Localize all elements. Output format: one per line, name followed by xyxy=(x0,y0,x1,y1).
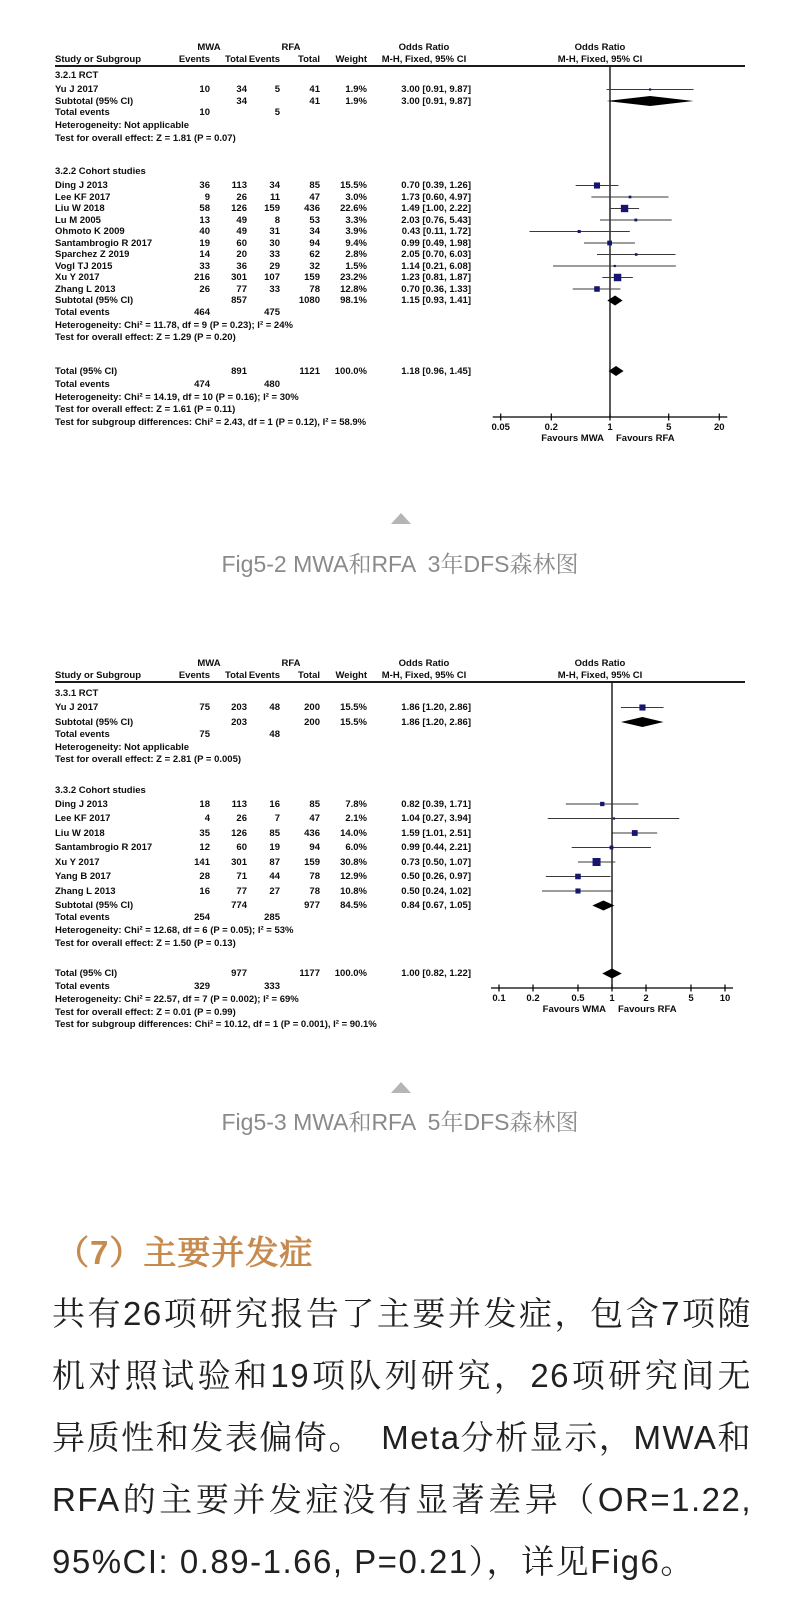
forest-row-note xyxy=(0,392,800,404)
row-t1: 36 xyxy=(236,260,247,272)
row-ci: 0.50 [0.24, 1.02] xyxy=(401,885,471,897)
row-t1: 49 xyxy=(236,226,247,237)
col-group-rfa: RFA xyxy=(281,658,301,669)
row-e2: 48 xyxy=(269,728,280,740)
row-e2: 85 xyxy=(269,827,280,839)
row-name: Total events xyxy=(55,306,110,318)
forest-row-study xyxy=(0,272,800,284)
row-weight: 15.5% xyxy=(340,180,367,191)
row-name: Yang B 2017 xyxy=(55,871,111,882)
row-t2: 47 xyxy=(309,191,320,203)
forest-row-study xyxy=(0,799,800,811)
forest-row-ev xyxy=(0,912,800,924)
col-group-or: Odds Ratio xyxy=(398,42,450,53)
forest-row-study xyxy=(0,215,800,227)
row-t2: 159 xyxy=(304,272,320,283)
forest-row-note xyxy=(0,133,800,145)
row-e2: 16 xyxy=(269,798,280,810)
col-weight: Weight xyxy=(335,54,367,65)
row-t1: 26 xyxy=(236,813,247,824)
svg-text:Favours RFA: Favours RFA xyxy=(616,433,675,444)
forest-row-sec xyxy=(0,688,800,700)
row-ci: 1.73 [0.60, 4.97] xyxy=(401,191,471,203)
figure2-caption: Fig5-3 MWA和RFA 5年DFS森林图 xyxy=(221,1109,579,1135)
row-weight: 84.5% xyxy=(340,900,367,911)
row-name: 3.3.1 RCT xyxy=(55,688,99,699)
row-name: Test for overall effect: Z = 1.81 (P = 0.07) xyxy=(55,132,236,144)
col-method: M-H, Fixed, 95% CI xyxy=(381,670,467,681)
row-weight: 22.6% xyxy=(340,203,367,214)
row-t1: 20 xyxy=(236,249,247,260)
row-t2: 1121 xyxy=(299,365,320,377)
row-weight: 100.0% xyxy=(334,365,367,377)
row-t1: 26 xyxy=(236,191,247,203)
row-e1: 329 xyxy=(194,981,210,992)
row-e1: 18 xyxy=(199,798,210,810)
row-name: Lu M 2005 xyxy=(55,214,101,226)
figure1-caption: Fig5-2 MWA和RFA 3年DFS森林图 xyxy=(221,551,579,577)
row-e1: 216 xyxy=(194,272,210,283)
svg-text:0.2: 0.2 xyxy=(544,422,558,433)
col-group-or-plot: Odds Ratio xyxy=(574,658,626,669)
svg-text:Favours MWA: Favours MWA xyxy=(541,433,604,444)
svg-text:2: 2 xyxy=(643,993,649,1004)
col-group-or-plot: Odds Ratio xyxy=(574,42,626,53)
collapse-triangle-icon xyxy=(391,1082,411,1093)
row-name: Test for overall effect: Z = 2.81 (P = 0.005) xyxy=(55,754,242,765)
row-name: Subtotal (95% CI) xyxy=(55,900,134,911)
svg-text:0.5: 0.5 xyxy=(571,993,585,1004)
row-e1: 75 xyxy=(199,702,210,713)
row-t2: 78 xyxy=(309,885,320,897)
row-e2: 29 xyxy=(269,260,280,272)
row-weight: 7.8% xyxy=(345,798,367,810)
row-name: Lee KF 2017 xyxy=(55,813,111,824)
row-name: Ding J 2013 xyxy=(55,180,108,191)
row-name: Yu J 2017 xyxy=(55,702,99,713)
section-body: 共有26项研究报告了主要并发症，包含7项随机对照试验和19项队列研究，26项研究间无异质性和发表偏倚。 Meta分析显示，MWA和RFA的主要并发症没有显著差异（OR=1.22, 95%CI: 0.89-1.66, P=0.21），详见Fig6。 xyxy=(52,1295,752,1580)
forest-row-note xyxy=(0,320,800,332)
col-method-plot: M-H, Fixed, 95% CI xyxy=(557,54,643,65)
forest-row-study xyxy=(0,84,800,96)
svg-text:5: 5 xyxy=(666,422,672,433)
row-name: Heterogeneity: Not applicable xyxy=(55,741,190,753)
col-total-mwa: Total xyxy=(225,54,247,65)
row-t1: 77 xyxy=(236,283,247,295)
svg-text:5: 5 xyxy=(688,993,694,1004)
row-t1: 203 xyxy=(231,702,247,713)
row-t2: 78 xyxy=(309,283,320,295)
svg-text:Favours WMA: Favours WMA xyxy=(542,1004,606,1015)
forest-row-study xyxy=(0,261,800,273)
row-name: Subtotal (95% CI) xyxy=(55,716,134,728)
row-name: 3.2.2 Cohort studies xyxy=(55,166,146,177)
row-name: Total events xyxy=(55,107,110,118)
row-e1: 19 xyxy=(199,237,210,249)
row-name: Total events xyxy=(55,728,110,740)
row-weight: 12.9% xyxy=(340,871,367,882)
row-e2: 11 xyxy=(269,191,280,203)
column-header-row xyxy=(0,670,800,682)
row-ci: 1.86 [1.20, 2.86] xyxy=(401,716,471,728)
row-name: Subtotal (95% CI) xyxy=(55,295,134,306)
row-name: Xu Y 2017 xyxy=(55,272,100,283)
row-t2: 85 xyxy=(309,798,320,810)
col-study: Study or Subgroup xyxy=(55,54,142,65)
col-events-mwa: Events xyxy=(178,54,210,65)
forest-row-sub xyxy=(0,717,800,729)
row-e2: 475 xyxy=(264,306,280,318)
forest-row-sub xyxy=(0,295,800,307)
row-name: Zhang L 2013 xyxy=(55,885,116,897)
row-weight: 1.9% xyxy=(345,84,367,95)
row-t1: 60 xyxy=(236,237,247,249)
svg-text:10: 10 xyxy=(719,993,731,1004)
row-e1: 474 xyxy=(194,378,210,390)
row-name: Test for overall effect: Z = 0.01 (P = 0.99) xyxy=(55,1006,236,1018)
svg-text:0.05: 0.05 xyxy=(491,422,510,433)
row-name: Heterogeneity: Not applicable xyxy=(55,120,190,131)
row-name: Total events xyxy=(55,981,110,992)
row-ci: 1.59 [1.01, 2.51] xyxy=(401,827,471,839)
row-t1: 113 xyxy=(231,798,247,810)
col-group-mwa: MWA xyxy=(197,658,221,669)
row-ci: 3.00 [0.91, 9.87] xyxy=(401,84,471,95)
row-t1: 34 xyxy=(236,84,247,95)
row-e1: 36 xyxy=(199,180,210,191)
row-t1: 774 xyxy=(231,900,247,911)
svg-text:0.1: 0.1 xyxy=(492,993,506,1004)
col-events-mwa: Events xyxy=(178,670,210,681)
row-ci: 1.04 [0.27, 3.94] xyxy=(401,813,471,824)
row-t2: 1080 xyxy=(298,295,320,306)
row-t2: 41 xyxy=(309,84,320,95)
row-t1: 126 xyxy=(231,203,247,214)
forest-row-study xyxy=(0,813,800,825)
row-weight: 15.5% xyxy=(340,716,367,728)
collapse-triangle-icon xyxy=(391,513,411,524)
row-e1: 9 xyxy=(204,191,210,203)
col-weight: Weight xyxy=(335,670,367,681)
forest-row-study xyxy=(0,238,800,250)
forest-row-study xyxy=(0,249,800,261)
row-name: Heterogeneity: Chi² = 14.19, df = 10 (P = 0.16); I² = 30% xyxy=(55,391,299,403)
row-ci: 1.86 [1.20, 2.86] xyxy=(401,702,471,713)
row-weight: 3.9% xyxy=(345,226,367,237)
col-total-mwa: Total xyxy=(225,670,247,681)
row-weight: 6.0% xyxy=(345,842,367,853)
row-ci: 0.84 [0.67, 1.05] xyxy=(401,900,471,911)
row-e1: 4 xyxy=(204,813,210,824)
row-t2: 32 xyxy=(309,260,320,272)
row-t2: 436 xyxy=(304,203,320,214)
row-weight: 12.8% xyxy=(340,283,367,295)
row-ci: 0.99 [0.44, 2.21] xyxy=(401,842,471,853)
forest-row-sec xyxy=(0,70,800,82)
forest-row-study xyxy=(0,857,800,869)
forest-row-note xyxy=(0,938,800,950)
row-ci: 2.03 [0.76, 5.43] xyxy=(401,214,471,226)
row-name: Total events xyxy=(55,378,110,390)
forest-row-study xyxy=(0,226,800,238)
forest-row-ev xyxy=(0,729,800,741)
row-e2: 30 xyxy=(269,237,280,249)
forest-row-total xyxy=(0,968,800,980)
row-e1: 16 xyxy=(199,885,210,897)
forest-row-study xyxy=(0,284,800,296)
row-weight: 23.2% xyxy=(340,272,367,283)
row-t1: 203 xyxy=(231,716,247,728)
forest-row-note xyxy=(0,417,800,429)
forest-row-sub xyxy=(0,96,800,108)
forest-row-study xyxy=(0,871,800,883)
row-ci: 1.00 [0.82, 1.22] xyxy=(401,968,471,979)
forest-row-note xyxy=(0,332,800,344)
row-t1: 891 xyxy=(231,365,247,377)
row-e1: 26 xyxy=(199,283,210,295)
row-name: Total (95% CI) xyxy=(55,365,118,377)
row-ci: 0.43 [0.11, 1.72] xyxy=(401,226,471,237)
row-e2: 5 xyxy=(274,107,280,118)
col-group-mwa: MWA xyxy=(197,42,221,53)
row-e1: 40 xyxy=(199,226,210,237)
row-t2: 436 xyxy=(304,827,320,839)
col-method-plot: M-H, Fixed, 95% CI xyxy=(557,670,643,681)
row-weight: 30.8% xyxy=(340,856,367,868)
row-name: Test for subgroup differences: Chi² = 2.43, df = 1 (P = 0.12), I² = 58.9% xyxy=(55,416,367,428)
row-name: Heterogeneity: Chi² = 22.57, df = 7 (P = 0.002); I² = 69% xyxy=(55,994,299,1005)
row-t2: 53 xyxy=(309,214,320,226)
row-e1: 254 xyxy=(194,912,210,923)
row-weight: 1.5% xyxy=(345,260,367,272)
row-name: Total (95% CI) xyxy=(55,968,118,979)
row-e2: 107 xyxy=(264,272,280,283)
row-t1: 301 xyxy=(231,272,247,283)
row-ci: 0.99 [0.49, 1.98] xyxy=(401,237,471,249)
forest-row-study xyxy=(0,702,800,714)
col-group-rfa: RFA xyxy=(281,42,301,53)
row-e1: 33 xyxy=(199,260,210,272)
forest-row-note xyxy=(0,1007,800,1019)
row-name: Xu Y 2017 xyxy=(55,856,100,868)
row-e2: 87 xyxy=(269,856,280,868)
forest-row-note xyxy=(0,742,800,754)
row-e2: 34 xyxy=(269,180,280,191)
row-t2: 200 xyxy=(304,702,320,713)
row-t1: 34 xyxy=(236,95,247,107)
row-t2: 1177 xyxy=(299,968,320,979)
svg-text:1: 1 xyxy=(609,993,615,1004)
forest-row-study xyxy=(0,180,800,192)
row-name: Test for overall effect: Z = 1.29 (P = 0.20) xyxy=(55,332,236,343)
row-weight: 3.3% xyxy=(345,214,367,226)
row-t2: 34 xyxy=(309,226,320,237)
row-name: Total events xyxy=(55,912,110,923)
row-e2: 19 xyxy=(269,842,280,853)
row-name: Ohmoto K 2009 xyxy=(55,226,125,237)
forest-row-note xyxy=(0,925,800,937)
row-ci: 0.82 [0.39, 1.71] xyxy=(401,798,471,810)
row-weight: 3.0% xyxy=(345,191,367,203)
row-e2: 333 xyxy=(264,981,280,992)
row-ci: 1.15 [0.93, 1.41] xyxy=(401,295,471,306)
row-e2: 31 xyxy=(269,226,280,237)
row-e2: 44 xyxy=(269,871,280,882)
row-t2: 85 xyxy=(309,180,320,191)
row-e1: 14 xyxy=(199,249,210,260)
row-ci: 0.50 [0.26, 0.97] xyxy=(401,871,471,882)
row-name: Test for overall effect: Z = 1.50 (P = 0.13) xyxy=(55,937,236,949)
row-e2: 48 xyxy=(269,702,280,713)
row-name: 3.3.2 Cohort studies xyxy=(55,784,146,796)
row-e1: 141 xyxy=(194,856,210,868)
row-weight: 15.5% xyxy=(340,702,367,713)
svg-text:1: 1 xyxy=(607,422,613,433)
row-e1: 13 xyxy=(199,214,210,226)
forest-row-ev xyxy=(0,307,800,319)
svg-text:Favours RFA: Favours RFA xyxy=(618,1004,677,1015)
forest-row-sec xyxy=(0,166,800,178)
svg-text:20: 20 xyxy=(713,422,725,433)
row-e1: 12 xyxy=(199,842,210,853)
row-weight: 100.0% xyxy=(334,968,367,979)
row-e2: 7 xyxy=(274,813,280,824)
col-method: M-H, Fixed, 95% CI xyxy=(381,54,467,65)
row-name: Test for overall effect: Z = 1.61 (P = 0.11) xyxy=(55,404,236,415)
row-t1: 71 xyxy=(236,871,247,882)
forest-row-note xyxy=(0,1019,800,1031)
forest-row-study xyxy=(0,842,800,854)
section-heading: （7）主要并发症 xyxy=(56,1234,314,1271)
row-t1: 49 xyxy=(236,214,247,226)
forest-row-total xyxy=(0,366,800,378)
forest-row-ev xyxy=(0,379,800,391)
row-ci: 3.00 [0.91, 9.87] xyxy=(401,95,471,107)
row-t2: 47 xyxy=(309,813,320,824)
row-weight: 10.8% xyxy=(340,885,367,897)
row-e2: 5 xyxy=(274,84,280,95)
row-t2: 62 xyxy=(309,249,320,260)
row-name: Liu W 2018 xyxy=(55,827,105,839)
row-t1: 113 xyxy=(231,180,247,191)
col-study: Study or Subgroup xyxy=(55,670,142,681)
forest-row-study xyxy=(0,886,800,898)
forest-row-study xyxy=(0,192,800,204)
row-weight: 1.9% xyxy=(345,95,367,107)
row-t2: 977 xyxy=(304,900,320,911)
svg-text:0.2: 0.2 xyxy=(526,993,540,1004)
row-t2: 159 xyxy=(304,856,320,868)
row-e2: 8 xyxy=(274,214,280,226)
forest-row-study xyxy=(0,828,800,840)
col-total-rfa: Total xyxy=(298,54,320,65)
row-t2: 94 xyxy=(309,237,320,249)
row-weight: 98.1% xyxy=(340,295,367,306)
row-e2: 33 xyxy=(269,283,280,295)
row-t2: 78 xyxy=(309,871,320,882)
row-ci: 1.14 [0.21, 6.08] xyxy=(401,260,471,272)
row-ci: 0.70 [0.39, 1.26] xyxy=(401,180,471,191)
col-group-or: Odds Ratio xyxy=(398,658,450,669)
row-t2: 41 xyxy=(309,95,320,107)
row-name: Subtotal (95% CI) xyxy=(55,95,134,107)
forest-row-note xyxy=(0,404,800,416)
row-e1: 10 xyxy=(199,84,210,95)
row-e2: 159 xyxy=(264,203,280,214)
row-name: Sparchez Z 2019 xyxy=(55,249,130,260)
row-e1: 58 xyxy=(199,203,210,214)
row-name: Test for subgroup differences: Chi² = 10.12, df = 1 (P = 0.001), I² = 90.1% xyxy=(55,1019,377,1030)
forest-row-note xyxy=(0,994,800,1006)
row-name: Lee KF 2017 xyxy=(55,191,111,203)
row-weight: 9.4% xyxy=(345,237,367,249)
row-e1: 10 xyxy=(199,107,210,118)
row-t1: 857 xyxy=(231,295,247,306)
col-events-rfa: Events xyxy=(248,54,280,65)
row-t2: 200 xyxy=(304,716,320,728)
row-ci: 0.73 [0.50, 1.07] xyxy=(401,856,471,868)
row-e2: 27 xyxy=(269,885,280,897)
forest-row-ev xyxy=(0,981,800,993)
row-ci: 1.49 [1.00, 2.22] xyxy=(401,203,471,214)
forest-row-note xyxy=(0,754,800,766)
row-name: Ding J 2013 xyxy=(55,798,108,810)
row-e1: 28 xyxy=(199,871,210,882)
row-ci: 1.23 [0.81, 1.87] xyxy=(401,272,471,283)
row-name: Heterogeneity: Chi² = 12.68, df = 6 (P = 0.05); I² = 53% xyxy=(55,925,294,936)
header-rule xyxy=(55,681,745,683)
row-name: Heterogeneity: Chi² = 11.78, df = 9 (P = 0.23); I² = 24% xyxy=(55,319,293,331)
col-total-rfa: Total xyxy=(298,670,320,681)
row-name: Yu J 2017 xyxy=(55,84,99,95)
col-events-rfa: Events xyxy=(248,670,280,681)
row-name: Zhang L 2013 xyxy=(55,283,116,295)
row-weight: 14.0% xyxy=(340,827,367,839)
row-e2: 480 xyxy=(264,378,280,390)
row-t1: 977 xyxy=(231,968,247,979)
row-e2: 285 xyxy=(264,912,280,923)
row-ci: 1.18 [0.96, 1.45] xyxy=(401,365,471,377)
header-rule xyxy=(55,65,745,67)
row-ci: 2.05 [0.70, 6.03] xyxy=(401,249,471,260)
column-header-row xyxy=(0,54,800,66)
row-weight: 2.8% xyxy=(345,249,367,260)
row-e1: 75 xyxy=(199,728,210,740)
row-t1: 60 xyxy=(236,842,247,853)
forest-row-sec xyxy=(0,785,800,797)
forest-row-study xyxy=(0,203,800,215)
row-t1: 126 xyxy=(231,827,247,839)
forest-row-sub xyxy=(0,900,800,912)
row-name: Liu W 2018 xyxy=(55,203,105,214)
row-e2: 33 xyxy=(269,249,280,260)
row-t1: 77 xyxy=(236,885,247,897)
row-name: 3.2.1 RCT xyxy=(55,70,99,81)
row-ci: 0.70 [0.36, 1.33] xyxy=(401,283,471,295)
row-e1: 464 xyxy=(194,306,210,318)
row-name: Santambrogio R 2017 xyxy=(55,237,153,249)
row-e1: 35 xyxy=(199,827,210,839)
row-name: Vogl TJ 2015 xyxy=(55,260,113,272)
row-weight: 2.1% xyxy=(345,813,367,824)
row-name: Santambrogio R 2017 xyxy=(55,842,153,853)
row-t2: 94 xyxy=(309,842,320,853)
forest-row-ev xyxy=(0,107,800,119)
row-t1: 301 xyxy=(231,856,247,868)
forest-row-note xyxy=(0,120,800,132)
